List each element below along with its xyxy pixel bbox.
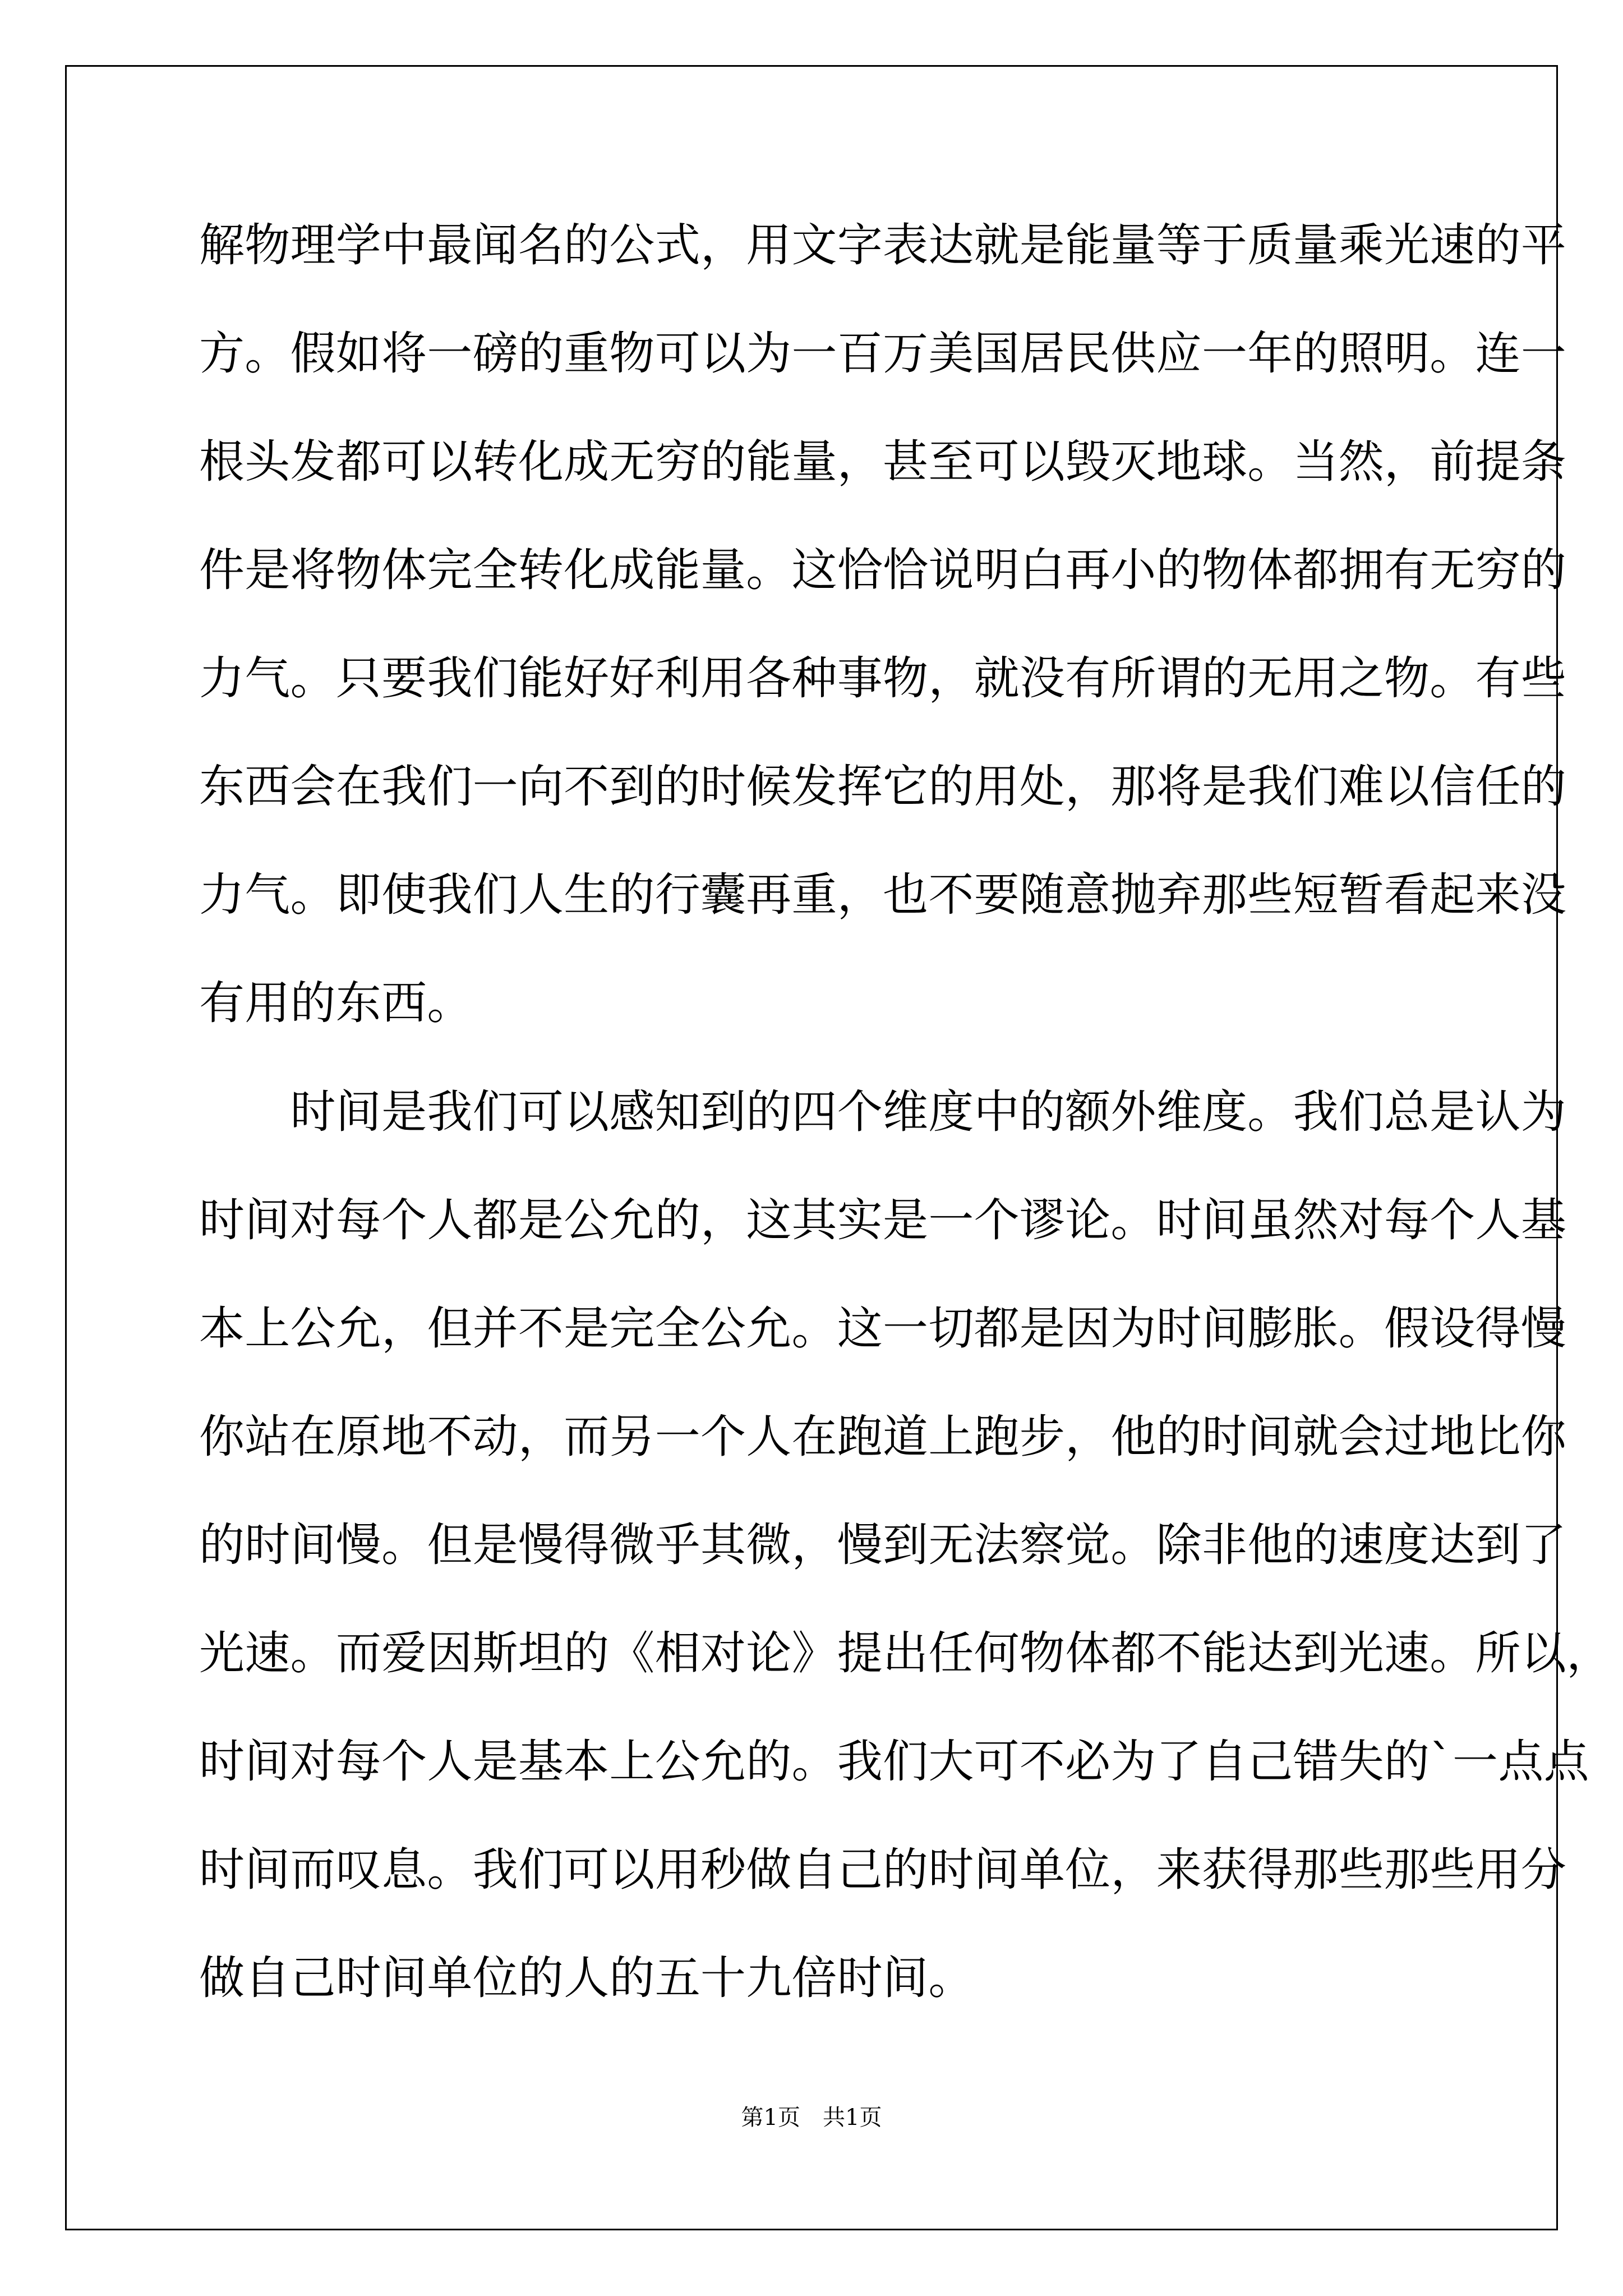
paragraph-line: 本上公允，但并不是完全公允。这一切都是因为时间膨胀。假设得慢 bbox=[199, 1303, 1567, 1355]
paragraph-line: 的时间慢。但是慢得微乎其微，慢到无法察觉。除非他的速度达到了 bbox=[199, 1519, 1567, 1572]
paragraph-line: 有用的东西。 bbox=[199, 977, 473, 1030]
paragraph-line: 光速。而爱因斯坦的《相对论》提出任何物体都不能达到光速。所以， bbox=[199, 1627, 1612, 1680]
paragraph-line: 时间而叹息。我们可以用秒做自己的时间单位，来获得那些那些用分 bbox=[199, 1844, 1567, 1897]
paragraph-line: 根头发都可以转化成无穷的能量，甚至可以毁灭地球。当然，前提条 bbox=[199, 436, 1567, 489]
paragraph-line: 方。假如将一磅的重物可以为一百万美国居民供应一年的照明。连一 bbox=[199, 328, 1567, 380]
paragraph-line: 你站在原地不动，而另一个人在跑道上跑步，他的时间就会过地比你 bbox=[199, 1411, 1567, 1464]
paragraph-line: 解物理学中最闻名的公式，用文字表达就是能量等于质量乘光速的平 bbox=[199, 219, 1567, 272]
page-border bbox=[65, 65, 1558, 2230]
paragraph-line: 做自己时间单位的人的五十九倍时间。 bbox=[199, 1952, 974, 2005]
paragraph-line: 时间对每个人是基本上公允的。我们大可不必为了自己错失的`一点点 bbox=[199, 1736, 1589, 1788]
paragraph-line: 东西会在我们一向不到的时候发挥它的用处，那将是我们难以信任的 bbox=[199, 761, 1567, 813]
paragraph-line: 件是将物体完全转化成能量。这恰恰说明白再小的物体都拥有无穷的 bbox=[199, 544, 1567, 597]
paragraph-line: 力气。即使我们人生的行囊再重，也不要随意抛弃那些短暂看起来没 bbox=[199, 869, 1567, 922]
paragraph-line: 时间对每个人都是公允的，这其实是一个谬论。时间虽然对每个人基 bbox=[199, 1194, 1567, 1247]
page-footer: 第1页 共1页 bbox=[741, 2105, 882, 2131]
paragraph-line: 力气。只要我们能好好利用各种事物，就没有所谓的无用之物。有些 bbox=[199, 652, 1567, 705]
paragraph-line: 时间是我们可以感知到的四个维度中的额外维度。我们总是认为 bbox=[199, 1086, 1567, 1139]
